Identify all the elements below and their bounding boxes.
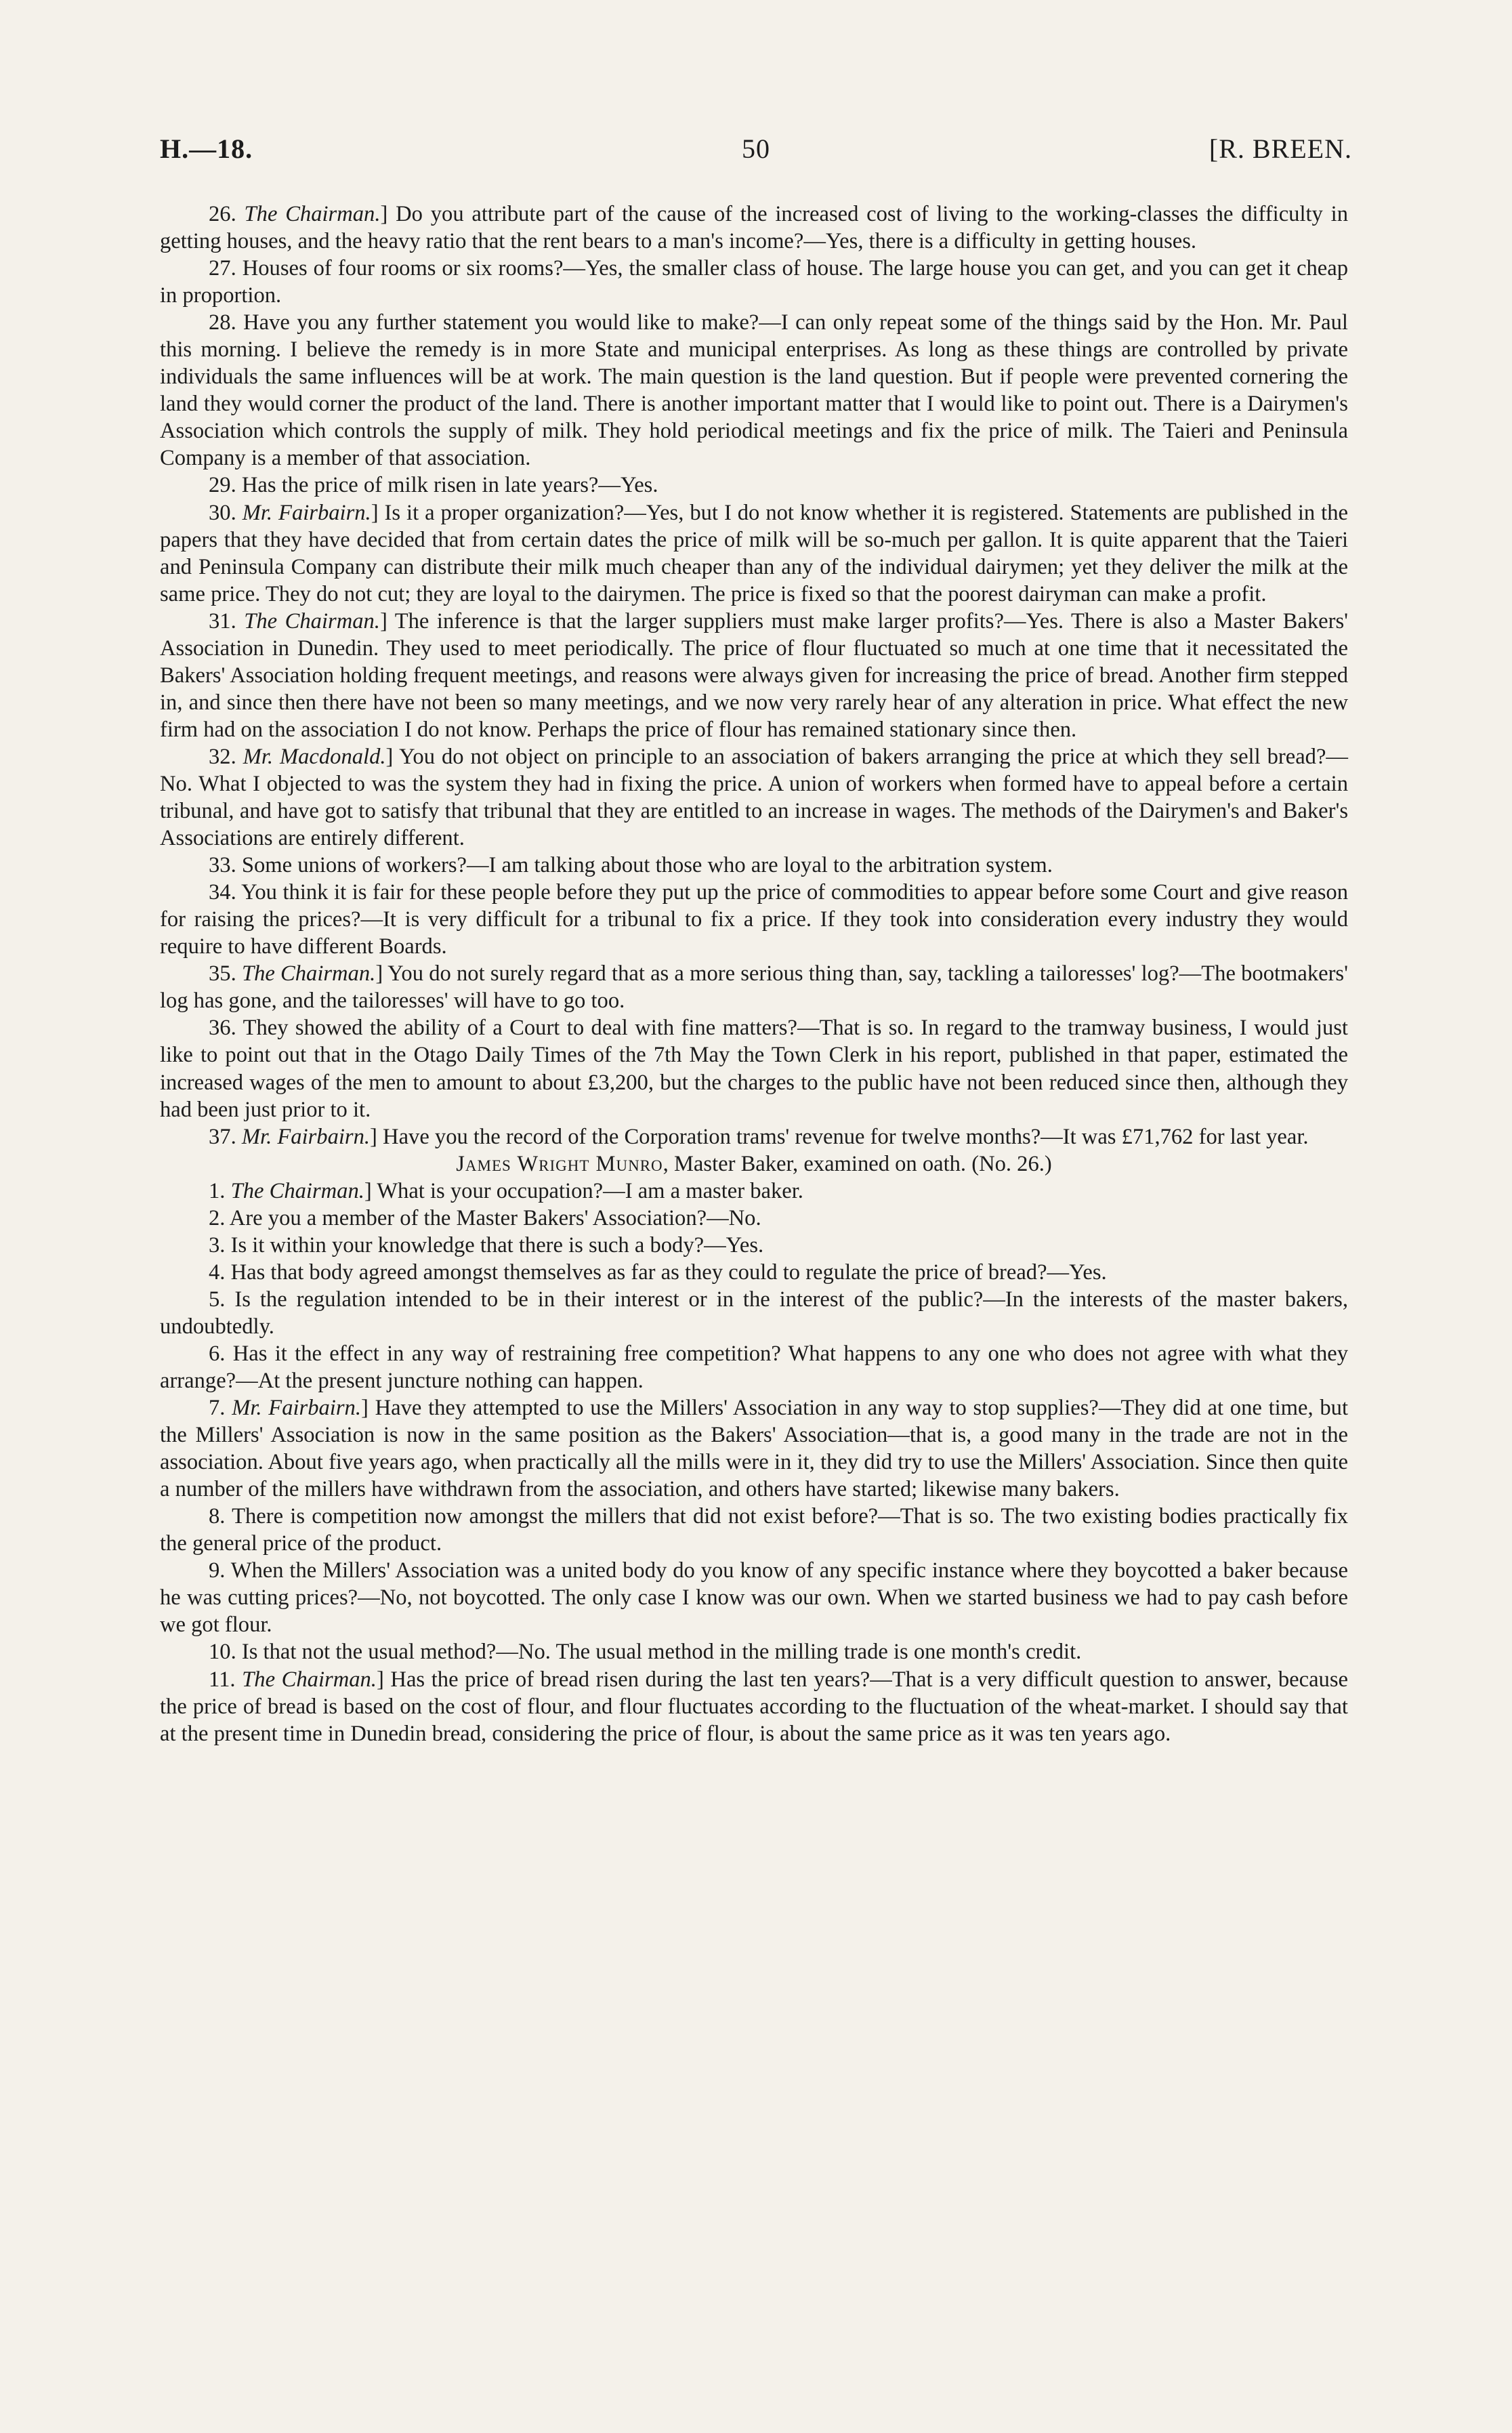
question-number: 10. xyxy=(209,1640,236,1665)
question-text: Is it within your knowledge that there is such a body?—Yes. xyxy=(230,1232,764,1257)
question-number: 8. xyxy=(209,1504,226,1529)
question-paragraph xyxy=(160,201,1348,255)
question-number: 35. xyxy=(209,961,236,986)
page-number: 50 xyxy=(742,133,770,164)
question-text: ] Have you the record of the Corporation trams' revenue for twelve months?—It was £71,762 for last year. xyxy=(370,1124,1309,1149)
question-text: Some unions of workers?—I am talking about those who are loyal to the arbitration system. xyxy=(241,853,1053,878)
question-paragraph xyxy=(160,1123,1348,1150)
report-reference: H.—18. xyxy=(160,133,253,164)
question-paragraph xyxy=(160,499,1348,608)
question-number: 5. xyxy=(209,1287,226,1312)
witness-heading xyxy=(160,1150,1348,1178)
question-number: 36. xyxy=(209,1016,236,1041)
question-text: ] Have they attempted to use the Millers' Association in any way to stop supplies?—They did at one time, but the Millers' Association is now in the same position as the Bakers' Association—that is, a good many in the trade are not in the association. About five years ago, when practically all the mills were in it, they did try to use the Millers' Association. Since then quite a number of the millers have withdrawn from the association, and others have started; likewise many bakers. xyxy=(160,1396,1349,1502)
question-paragraph xyxy=(160,608,1348,743)
question-text: ] The inference is that the larger suppliers must make larger profits?—Yes. There is also a Master Bakers' Association in Dunedin. They used to meet periodically. The price of flour fluctuated so much at one time that it necessitated the Bakers' Association holding frequent meetings, and reasons were always given for increasing the price of bread. Another firm stepped in, and since then there have not been so many meetings, and we now very rarely hear of any alteration in price. What effect the new firm had on the association I do not know. Perhaps the price of flour has remained stationary since then. xyxy=(160,608,1348,742)
question-number: 4. xyxy=(209,1260,226,1285)
question-paragraph xyxy=(160,1232,1348,1259)
witness-heading-details: , Master Baker, examined on oath. (No. 26.) xyxy=(663,1151,1052,1176)
question-paragraph xyxy=(160,743,1348,852)
question-number: 2. xyxy=(209,1205,226,1230)
question-paragraph xyxy=(160,960,1348,1014)
question-number: 7. xyxy=(209,1396,226,1421)
witness-name: [R. BREEN. xyxy=(1209,133,1352,164)
speaker-name: The Chairman. xyxy=(244,202,381,226)
speaker-name: Mr. Macdonald. xyxy=(243,744,386,769)
speaker-name: Mr. Fairbairn. xyxy=(241,1124,371,1149)
question-number: 31. xyxy=(209,608,236,633)
question-paragraph xyxy=(160,1503,1348,1557)
page-header xyxy=(160,133,1352,173)
speaker-name: The Chairman. xyxy=(242,1667,377,1692)
question-paragraph xyxy=(160,255,1348,309)
speaker-name: The Chairman. xyxy=(241,961,376,986)
question-number: 37. xyxy=(209,1124,236,1149)
question-text: ] Has the price of bread risen during the last ten years?—That is a very difficult question to answer, because the price of bread is based on the cost of flour, and flour fluctuates according to the fluctuation of the wheat-market. I should say that at the present time in Dunedin bread, considering the price of flour, is about the same price as it was ten years ago. xyxy=(160,1667,1348,1746)
question-text: ] You do not surely regard that as a more serious thing than, say, tackling a tailoresses' log?—The bootmakers' log has gone, and the tailoresses' will have to go too. xyxy=(160,961,1348,1014)
question-paragraph xyxy=(160,1014,1348,1123)
question-paragraph xyxy=(160,1394,1348,1503)
question-text: When the Millers' Association was a united body do you know of any specific instance where they boycotted a baker because he was cutting prices?—No, not boycotted. The only case I know was our own. When we started business we had to pay cash before we got flour. xyxy=(160,1558,1348,1638)
question-number: 29. xyxy=(209,473,236,498)
question-text: ] You do not object on principle to an association of bakers arranging the price at which they sell bread?—No. What I objected to was the system they had in fixing the price. A union of workers when formed have to appeal before a certain tribunal, and have got to satisfy that tribunal that they are entitled to an increase in wages. The methods of the Dairymen's and Baker's Associations are entirely different. xyxy=(160,744,1348,851)
question-number: 32. xyxy=(209,744,236,769)
question-text: Is the regulation intended to be in their interest or in the interest of the public?—In the interests of the master bakers, undoubtedly. xyxy=(160,1287,1348,1339)
evidence-section-munro xyxy=(160,1178,1348,1747)
question-text: Has that body agreed amongst themselves as far as they could to regulate the price of bread?—Yes. xyxy=(230,1260,1107,1285)
speaker-name: Mr. Fairbairn. xyxy=(232,1396,361,1421)
question-text: Have you any further statement you would like to make?—I can only repeat some of the things said by the Hon. Mr. Paul this morning. I believe the remedy is in more State and municipal enterprises. As long as these things are controlled by private individuals the same influences will be at work. The main question is the land question. But if people were prevented cornering the land they would corner the product of the land. There is another important matter that I would like to point out. There is a Dairymen's Association which controls the supply of milk. They hold periodical meetings and fix the price of milk. The Taieri and Peninsula Company is a member of that association. xyxy=(160,310,1348,471)
question-number: 3. xyxy=(209,1232,226,1257)
question-text: Is that not the usual method?—No. The usual method in the milling trade is one month's credit. xyxy=(241,1640,1082,1665)
speaker-name: The Chairman. xyxy=(244,608,380,633)
question-text: There is competition now amongst the millers that did not exist before?—That is so. The two existing bodies practically fix the general price of the product. xyxy=(160,1504,1348,1556)
evidence-section-breen xyxy=(160,201,1348,1150)
document-body xyxy=(160,201,1348,1747)
question-paragraph xyxy=(160,1557,1348,1638)
question-paragraph xyxy=(160,1286,1348,1340)
question-number: 26. xyxy=(209,202,236,226)
question-text: Houses of four rooms or six rooms?—Yes, the smaller class of house. The large house you can get, and you can get it cheap in proportion. xyxy=(160,256,1348,308)
question-paragraph xyxy=(160,309,1348,472)
question-number: 28. xyxy=(209,310,236,335)
question-number: 1. xyxy=(209,1178,226,1203)
question-paragraph xyxy=(160,879,1348,960)
question-text: They showed the ability of a Court to deal with fine matters?—That is so. In regard to the tramway business, I would just like to point out that in the Otago Daily Times of the 7th May the Town Clerk in his report, published in that paper, estimated the increased wages of the men to amount to about £3,200, but the charges to the public have not been reduced since then, although they had been just prior to it. xyxy=(160,1016,1348,1122)
question-text: ] Do you attribute part of the cause of the increased cost of living to the working-classes the difficulty in getting houses, and the heavy ratio that the rent bears to a man's income?—Yes, there is a difficulty in getting houses. xyxy=(160,202,1348,254)
question-paragraph xyxy=(160,1638,1348,1665)
question-paragraph xyxy=(160,852,1348,879)
question-text: ] What is your occupation?—I am a master baker. xyxy=(364,1178,803,1203)
speaker-name: Mr. Fairbairn. xyxy=(242,500,371,525)
question-number: 9. xyxy=(209,1558,226,1583)
question-text: Has it the effect in any way of restraining free competition? What happens to any one who does not agree with what they arrange?—At the present juncture nothing can happen. xyxy=(160,1341,1348,1394)
question-paragraph xyxy=(160,1340,1348,1394)
question-paragraph xyxy=(160,1259,1348,1286)
question-number: 34. xyxy=(209,880,236,905)
speaker-name: The Chairman. xyxy=(230,1178,364,1203)
question-text: Has the price of milk risen in late years?—Yes. xyxy=(241,473,658,498)
question-number: 30. xyxy=(209,500,236,525)
question-number: 11. xyxy=(209,1667,236,1692)
question-paragraph xyxy=(160,1666,1348,1747)
question-paragraph xyxy=(160,1205,1348,1232)
question-paragraph xyxy=(160,1178,1348,1205)
question-number: 33. xyxy=(209,853,236,878)
question-text: You think it is fair for these people before they put up the price of commodities to appear before some Court and give reason for raising the prices?—It is very difficult for a tribunal to fix a price. If they took into consideration every industry they would require to have different Boards. xyxy=(160,880,1348,959)
question-text: ] Is it a proper organization?—Yes, but I do not know whether it is registered. Statements are published in the papers that they have decided that from certain dates the price of milk will be so-much per gallon. It is quite apparent that the Taieri and Peninsula Company can distribute their milk much cheaper than any of the individual dairymen; yet they deliver the milk at the same price. They do not cut; they are loyal to the dairymen. The price is fixed so that the poorest dairyman can make a profit. xyxy=(160,500,1348,606)
question-number: 6. xyxy=(209,1341,226,1366)
question-text: Are you a member of the Master Bakers' Association?—No. xyxy=(229,1205,761,1230)
question-paragraph xyxy=(160,472,1348,499)
witness-heading-name: James Wright Munro xyxy=(456,1151,663,1176)
question-number: 27. xyxy=(209,256,236,281)
